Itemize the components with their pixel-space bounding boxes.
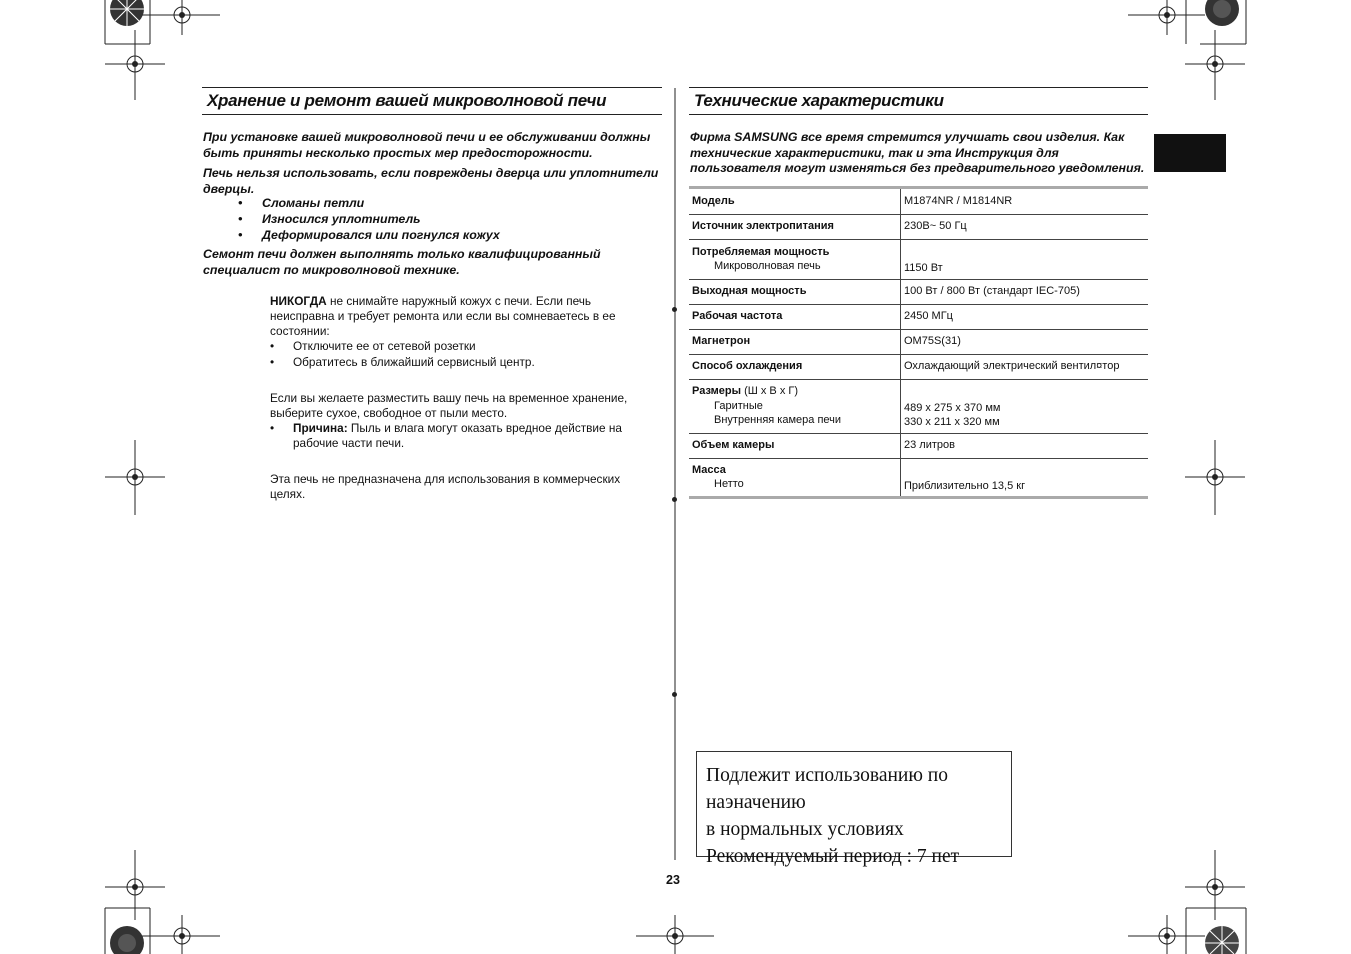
right-section-title: Технические характеристики	[694, 91, 944, 110]
left-title-rule	[202, 114, 662, 115]
list-item: •	[238, 228, 243, 242]
spec-value: M1874NR / M1814NR	[901, 189, 1149, 214]
spec-value: 2450 МГц	[901, 304, 1149, 329]
list-item: •	[238, 212, 243, 226]
table-row	[689, 214, 1148, 239]
spec-value: Охлаждающий электрический вентил¤тор	[901, 354, 1149, 379]
list-item: •	[270, 355, 275, 369]
right-title-rule-top	[689, 87, 1148, 88]
list-item: •	[238, 196, 243, 210]
storage-paragraph: Если вы желаете разместить вашу печь на временное хранение, выберите сухое, свободное от пыли место.	[270, 391, 628, 420]
spec-key: Модель	[692, 195, 735, 207]
list-item: Износился уплотнитель	[262, 212, 421, 226]
table-row	[689, 354, 1148, 379]
left-section-title: Хранение и ремонт вашей микроволновой печи	[207, 91, 607, 110]
reason-label: Причина:	[293, 421, 348, 435]
list-item: •	[270, 421, 275, 435]
list-item: •	[270, 339, 275, 353]
spec-table	[689, 189, 1148, 496]
usage-note-box	[696, 751, 1012, 867]
table-row	[689, 329, 1148, 354]
right-title-rule	[689, 114, 1148, 115]
spec-value: 23 литров	[901, 433, 1149, 458]
note-line: Подлежит использованию по наэначению	[706, 765, 948, 813]
left-intro-2: Печь нельзя использовать, если повреждены дверца или уплотнители дверцы.	[203, 166, 659, 196]
spec-value: OM75S(31)	[901, 329, 1149, 354]
spec-subkey: Внутренняя камера печи	[714, 414, 842, 427]
spec-subkey: Гаритные	[714, 399, 763, 412]
note-line: Рекомендуемый период : 7 пет	[706, 846, 960, 867]
table-row	[689, 458, 1148, 496]
spec-key: Масса	[692, 463, 726, 476]
table-row	[689, 279, 1148, 304]
list-item: Сломаны петли	[262, 196, 365, 210]
commercial-paragraph: Эта печь не предназначена для использования в коммерческих целях.	[270, 472, 621, 501]
reason-paragraph	[293, 421, 643, 451]
spec-key-suffix: (Ш х В х Г)	[741, 385, 798, 398]
spec-value: 489 x 275 x 370 мм	[904, 401, 1001, 414]
fold-dot	[672, 307, 677, 312]
left-title-rule-top	[202, 87, 662, 88]
spec-key: Объем камеры	[692, 439, 775, 452]
fold-dot	[672, 692, 677, 697]
spec-key: Магнетрон	[692, 335, 751, 348]
table-row	[689, 379, 1148, 433]
spec-key: Размеры	[692, 385, 742, 398]
reason-text: Пыль и влага могут оказать вредное действие на рабочие части печи.	[293, 421, 622, 450]
table-row	[689, 189, 1148, 214]
spec-key: Способ охлаждения	[692, 360, 803, 373]
spec-value: 330 x 211 x 320 мм	[904, 416, 1000, 428]
list-item: Отключите ее от сетевой розетки	[293, 339, 476, 353]
table-row	[689, 239, 1148, 279]
list-item: Обратитесь в ближайший сервисный центр.	[293, 355, 535, 369]
section-tab	[1154, 134, 1226, 172]
spec-table-wrapper	[689, 186, 1148, 499]
spec-key: Потребляемая мощность	[692, 245, 830, 258]
spec-subkey: Микроволновая печь	[714, 260, 821, 272]
right-intro: Фирма SAMSUNG все время стремится улучшать свои изделия. Как технические характеристики, так и эта Инструкция для пользователя могут изменяться без предварительного уведомления.	[690, 130, 1145, 175]
spec-key: Рабочая частота	[692, 310, 783, 323]
never-paragraph	[270, 294, 645, 339]
spec-value: 100 Вт / 800 Вт (стандарт IEC-705)	[901, 279, 1149, 304]
spec-value: 1150 Вт	[901, 239, 1149, 279]
spec-value: 230В~ 50 Гц	[901, 214, 1149, 239]
note-line: в нормальных условиях	[706, 819, 904, 840]
list-item: Деформировался или погнулся кожух	[262, 228, 500, 242]
table-row	[689, 433, 1148, 458]
table-row	[689, 304, 1148, 329]
fold-dot	[672, 497, 677, 502]
spec-value: Приблизительно 13,5 кг	[904, 479, 1026, 492]
never-label: НИКОГДА	[270, 294, 327, 308]
never-text: не снимайте наружный кожух с печи. Если печь неисправна и требует ремонта или если вы сомневаетесь в ее состоянии:	[270, 294, 616, 338]
spec-key: Выходная мощность	[692, 285, 807, 298]
page-number: 23	[666, 873, 680, 887]
left-intro-3: Семонт печи должен выполнять только квалифицированный специалист по микроволновой технике.	[203, 247, 601, 277]
spec-subkey: Нетто	[714, 478, 744, 491]
left-intro-1: При установке вашей микроволновой печи и ее обслуживании должны быть приняты несколько простых мер предосторожности.	[203, 130, 651, 160]
spec-key: Источник электропитания	[692, 220, 834, 233]
